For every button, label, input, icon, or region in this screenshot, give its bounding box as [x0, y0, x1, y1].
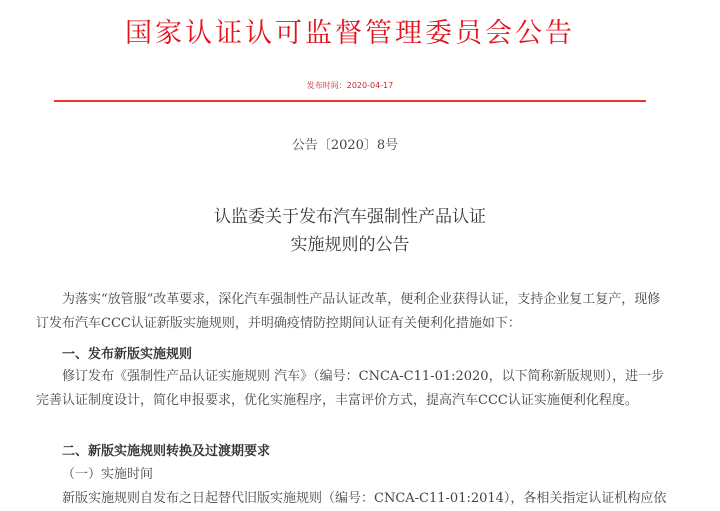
section1-title: 一、发布新版实施规则: [62, 347, 193, 362]
document-heading-line2: 实施规则的公告: [290, 235, 410, 255]
section2-title: 二、新版实施规则转换及过渡期要求: [62, 444, 271, 459]
section2-subtitle: （一）实施时间: [62, 467, 154, 482]
page-title: 国家认证认可监督管理委员会公告: [125, 18, 575, 49]
section2-paragraph: 新版实施规则自发布之日起替代旧版实施规则（编号：CNCA-C11-01:2014），各相关指定认证机构应依: [62, 491, 667, 506]
document-heading-line1: 认监委关于发布汽车强制性产品认证: [214, 207, 486, 227]
intro-paragraph: 为落实“放管服”改革要求，深化汽车强制性产品认证改革，便利企业获得认证，支持企业复工复产，现修订发布汽车CCC认证新版实施规则，并明确疫情防控期间认证有关便利化措施如下：: [36, 292, 661, 331]
section1-paragraph: 修订发布《强制性产品认证实施规则 汽车》（编号：CNCA-C11-01:2020，以下简称新版规则），进一步完善认证制度设计，简化申报要求，优化实施程序，丰富评价方式，提高汽车CCC认证实施便利化程度。: [36, 369, 665, 408]
document-number: 公告〔2020〕8号: [291, 138, 399, 153]
publish-date: 发布时间：2020-04-17: [306, 81, 394, 90]
header-divider: [54, 100, 646, 102]
